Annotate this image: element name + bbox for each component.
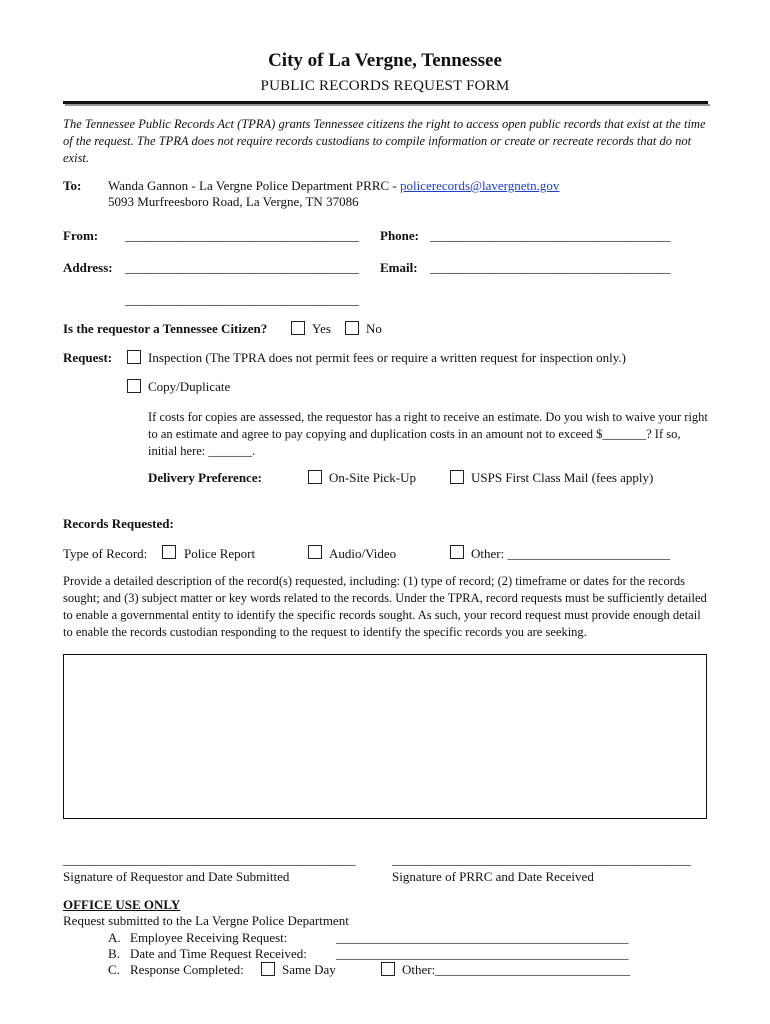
delivery-preference-label: Delivery Preference: (148, 470, 262, 485)
response-other-checkbox[interactable] (381, 962, 395, 976)
to-recipient: Wanda Gannon - La Vergne Police Department PRRC - (108, 178, 397, 193)
office-use-heading: OFFICE USE ONLY (63, 897, 181, 912)
address-line-2-field[interactable]: ____________________________________ (125, 292, 359, 307)
inspection-checkbox[interactable] (127, 350, 141, 364)
response-other-field[interactable]: Other:______________________________ (402, 962, 631, 977)
requestor-signature-line[interactable]: _____________________________________________ (63, 852, 356, 867)
same-day-checkbox[interactable] (261, 962, 275, 976)
same-day-label: Same Day (282, 962, 336, 977)
office-item-a-marker: A. (108, 930, 121, 945)
copy-duplicate-checkbox[interactable] (127, 379, 141, 393)
date-time-received-field[interactable]: _____________________________________________ (336, 946, 629, 961)
request-label: Request: (63, 350, 113, 365)
onsite-pickup-checkbox[interactable] (308, 470, 322, 484)
police-records-email-link[interactable]: policerecords@lavergnetn.gov (400, 178, 560, 193)
citizen-yes-checkbox[interactable] (291, 321, 305, 335)
to-label: To: (63, 178, 82, 193)
onsite-pickup-label: On-Site Pick-Up (329, 470, 417, 485)
form-subtitle: PUBLIC RECORDS REQUEST FORM (260, 78, 510, 94)
email-field[interactable]: _____________________________________ (430, 260, 671, 275)
to-address: 5093 Murfreesboro Road, La Vergne, TN 37086 (108, 194, 359, 209)
citizen-question: Is the requestor a Tennessee Citizen? (63, 321, 268, 336)
employee-receiving-label: Employee Receiving Request: (130, 930, 288, 945)
citizen-no-checkbox[interactable] (345, 321, 359, 335)
from-field[interactable]: ____________________________________ (125, 228, 359, 243)
citizen-yes-label: Yes (312, 321, 331, 336)
address-label: Address: (63, 260, 113, 275)
police-report-checkbox[interactable] (162, 545, 176, 559)
audio-video-label: Audio/Video (329, 546, 397, 561)
citizen-no-label: No (366, 321, 382, 336)
address-field[interactable]: ____________________________________ (125, 260, 359, 275)
other-record-checkbox[interactable] (450, 545, 464, 559)
usps-mail-label: USPS First Class Mail (fees apply) (471, 470, 654, 485)
phone-field[interactable]: _____________________________________ (430, 228, 671, 243)
records-description-instructions: Provide a detailed description of the record(s) requested, including: (1) type of record; (2) timeframe or dates for the records sought; and (3) subject matter or key words related to the records. Under the TPRA, record requests must be sufficiently detailed to enable a governmental entity to identify the specific records sought. As such, your record request must provide enough detail to enable the records custodian responding to the request to identify the specific records you are seeking. (63, 574, 707, 639)
type-of-record-label: Type of Record: (63, 546, 148, 561)
office-item-c-marker: C. (108, 962, 120, 977)
date-time-received-label: Date and Time Request Received: (130, 946, 307, 961)
audio-video-checkbox[interactable] (308, 545, 322, 559)
prrc-signature-line[interactable]: ______________________________________________ (392, 852, 691, 867)
usps-mail-checkbox[interactable] (450, 470, 464, 484)
page-title: City of La Vergne, Tennessee (268, 50, 502, 71)
to-line-1 (108, 178, 559, 194)
copy-duplicate-label: Copy/Duplicate (148, 379, 231, 394)
records-requested-heading: Records Requested: (63, 516, 174, 531)
requestor-signature-label: Signature of Requestor and Date Submitted (63, 869, 290, 884)
prrc-signature-label: Signature of PRRC and Date Received (392, 869, 594, 884)
police-report-label: Police Report (184, 546, 256, 561)
email-label: Email: (380, 260, 418, 275)
from-label: From: (63, 228, 99, 243)
inspection-label: Inspection (The TPRA does not permit fees or require a written request for inspection only.) (148, 350, 626, 365)
office-item-b-marker: B. (108, 946, 120, 961)
records-description-textbox[interactable] (63, 654, 707, 819)
intro-paragraph: The Tennessee Public Records Act (TPRA) grants Tennessee citizens the right to access open public records that exist at the time of the request. The TPRA does not require records custodians to compile information or create or recreate records that do not exist. (63, 117, 706, 165)
response-completed-label: Response Completed: (130, 962, 244, 977)
employee-receiving-field[interactable]: _____________________________________________ (336, 930, 629, 945)
estimate-paragraph: If costs for copies are assessed, the requestor has a right to receive an estimate. Do you wish to waive your right to an estimate and agree to pay copying and duplication costs in an amount not to exceed $_______? If so, initial here: _______. (148, 410, 708, 458)
other-record-field[interactable]: Other: _________________________ (471, 546, 670, 561)
office-submitted-line: Request submitted to the La Vergne Police Department (63, 913, 349, 928)
phone-label: Phone: (380, 228, 419, 243)
header-rule-shadow (65, 104, 710, 106)
